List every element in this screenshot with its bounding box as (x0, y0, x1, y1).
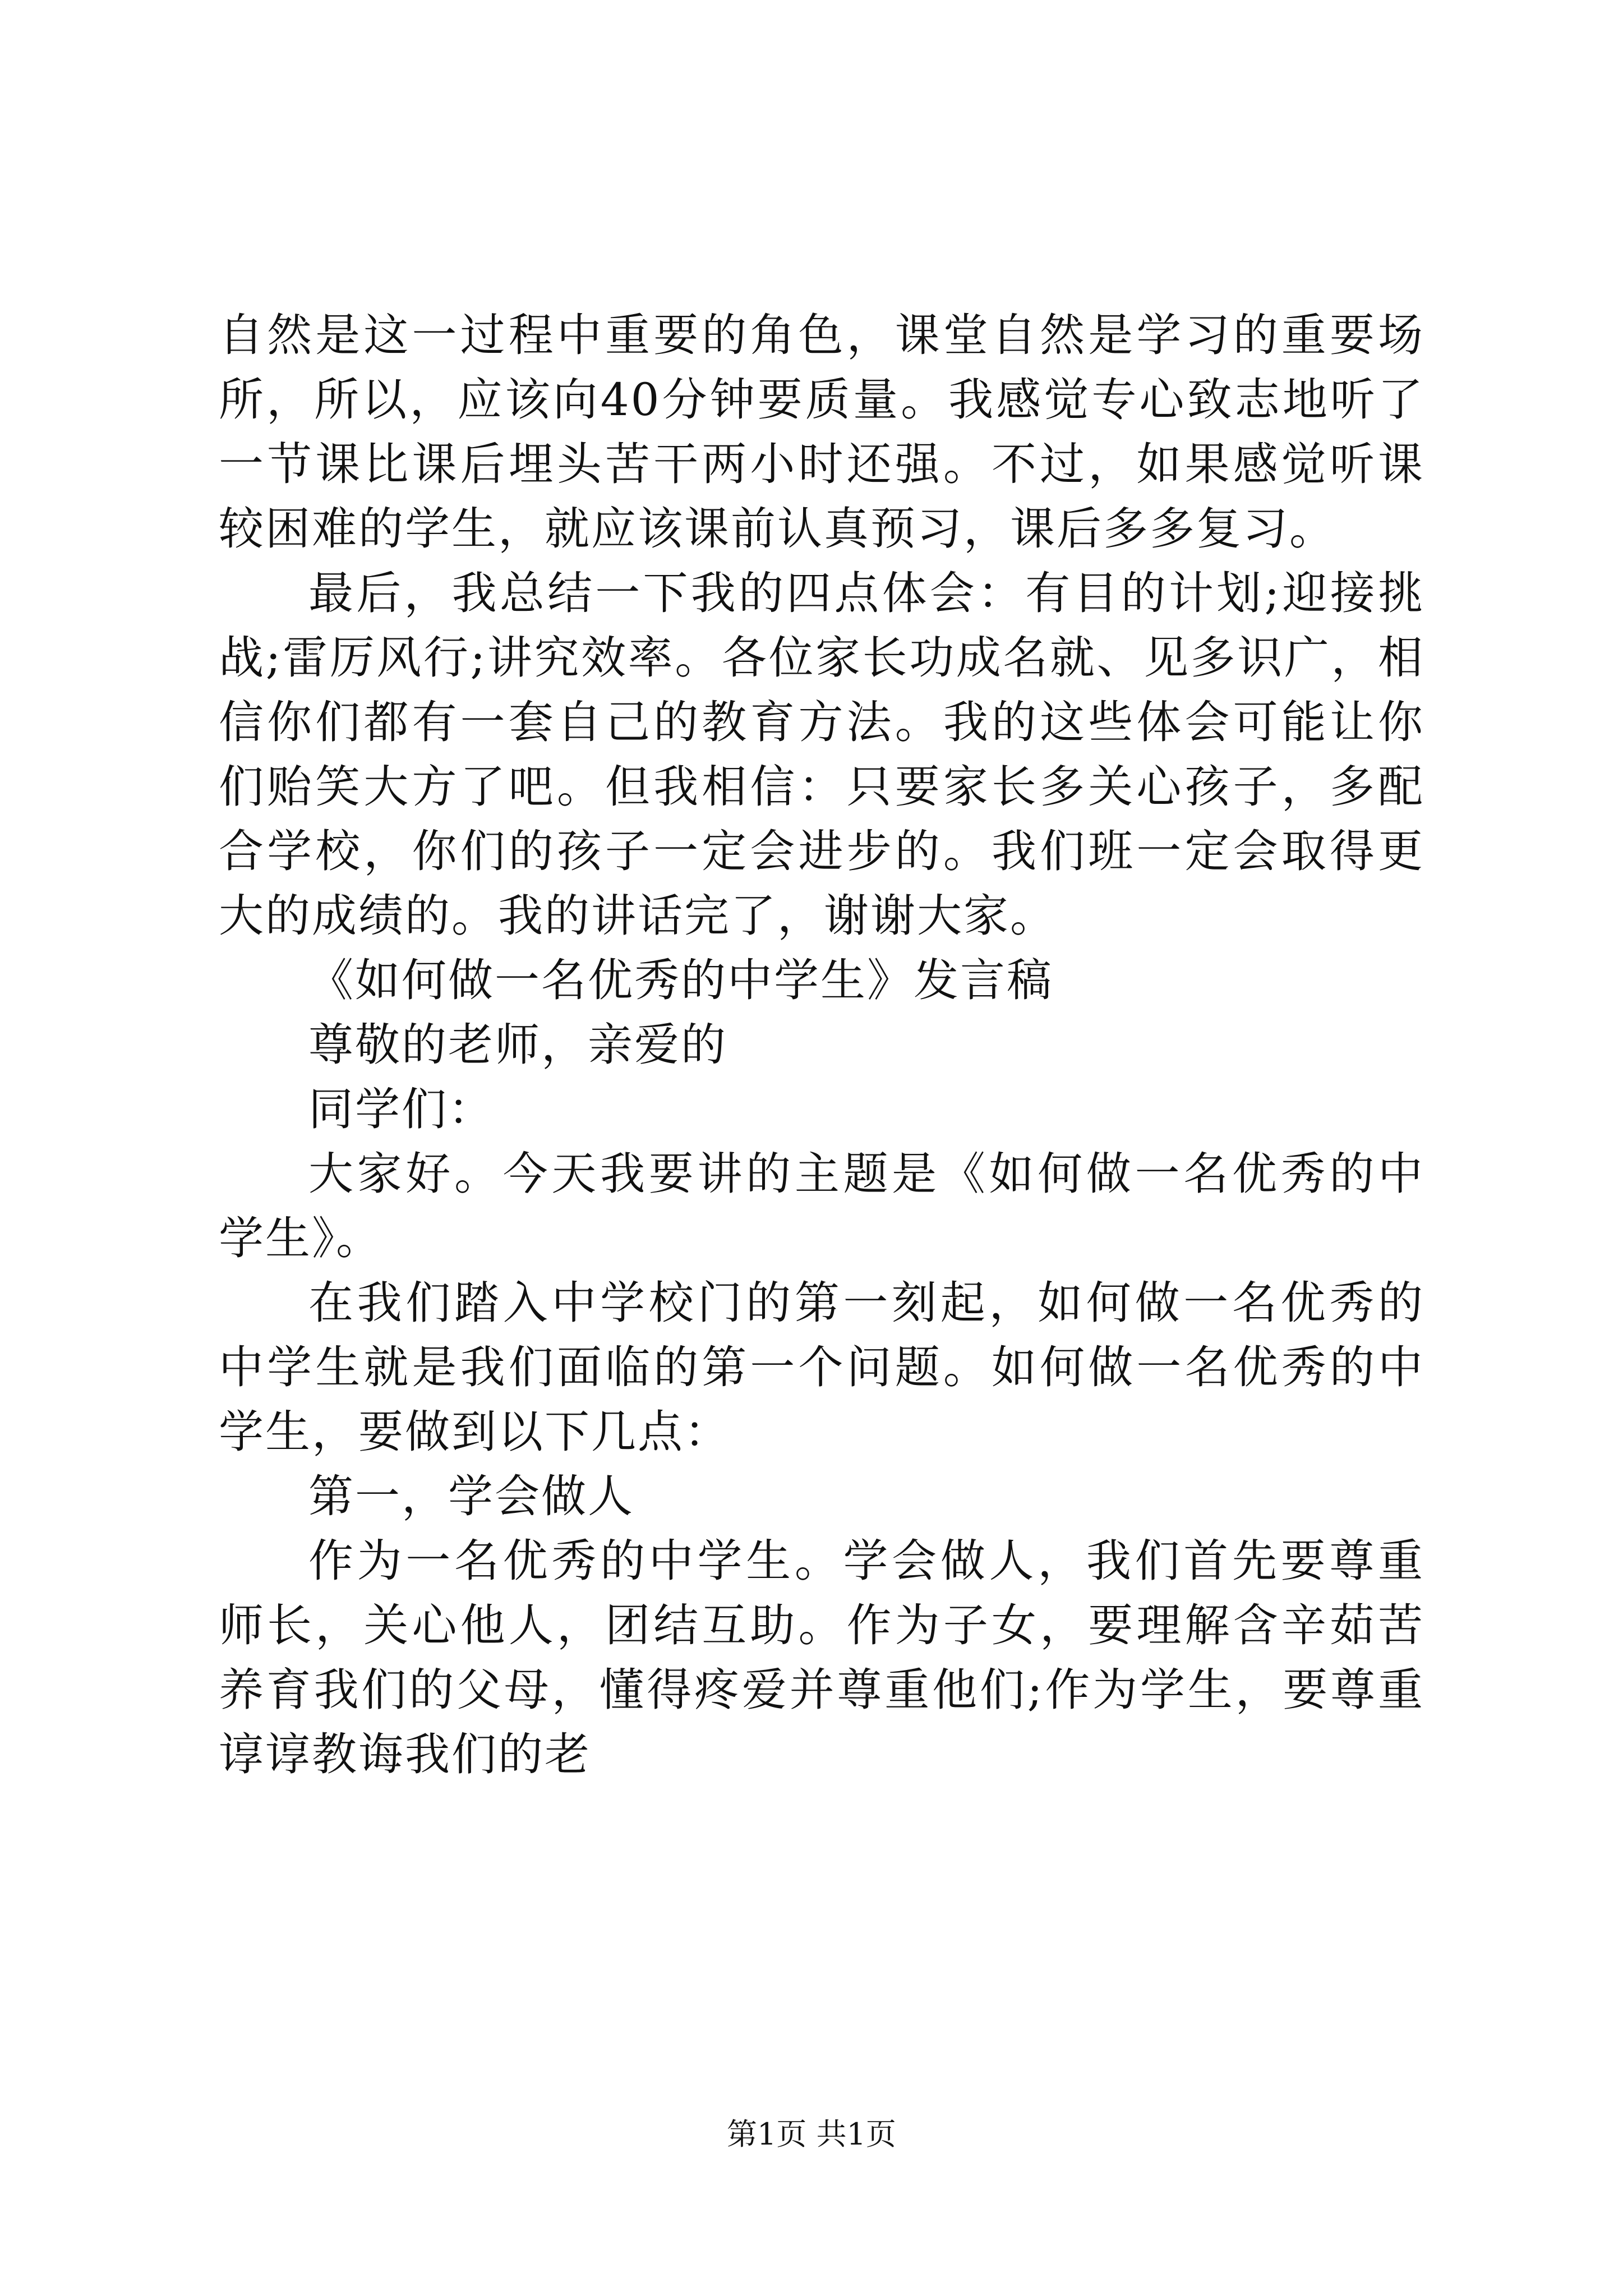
document-body (219, 303, 1424, 1787)
section-heading-1: 第一，学会做人 (308, 1470, 634, 1522)
salutation-line-1: 尊敬的老师，亲爱的 (308, 1019, 727, 1071)
section-1-paragraph: 作为一名优秀的中学生。学会做人，我们首先要尊重师长，关心他人，团结互助。作为子女，要理解含辛茹苦养育我们的父母，懂得疼爱并尊重他们;作为学生，要尊重谆谆教诲我们的老 (219, 1535, 1424, 1780)
paragraph-1: 自然是这一过程中重要的角色，课堂自然是学习的重要场所，所以，应该向40分钟要质量。我感觉专心致志地听了一节课比课后埋头苦干两小时还强。不过，如果感觉听课较困难的学生，就应该课前认真预习，课后多多复习。 (219, 309, 1424, 555)
speech-title: 《如何做一名优秀的中学生》发言稿 (308, 954, 1053, 1006)
paragraph-2: 最后，我总结一下我的四点体会：有目的计划;迎接挑战;雷厉风行;讲究效率。各位家长功成名就、见多识广，相信你们都有一套自己的教育方法。我的这些体会可能让你们贻笑大方了吧。但我相信：只要家长多关心孩子，多配合学校，你们的孩子一定会进步的。我们班一定会取得更大的成绩的。我的讲话完了，谢谢大家。 (219, 567, 1424, 942)
page-footer: 第1页 共1页 (727, 2116, 896, 2152)
intro-paragraph: 在我们踏入中学校门的第一刻起，如何做一名优秀的中学生就是我们面临的第一个问题。如何做一名优秀的中学生，要做到以下几点： (219, 1277, 1424, 1458)
greeting-paragraph: 大家好。今天我要讲的主题是《如何做一名优秀的中学生》。 (219, 1148, 1424, 1264)
salutation-line-2: 同学们： (308, 1083, 495, 1135)
